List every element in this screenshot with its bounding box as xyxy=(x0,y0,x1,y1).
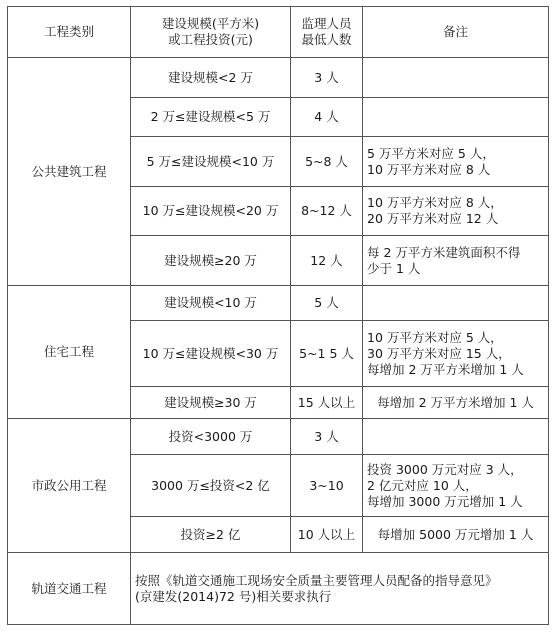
staff-cell: 3 人 xyxy=(291,419,363,455)
note-cell: 每 2 万平方米建筑面积不得 少于 1 人 xyxy=(363,236,549,286)
note-cell xyxy=(363,98,549,137)
note-cell xyxy=(363,58,549,98)
header-note: 备注 xyxy=(363,7,549,58)
staff-cell: 5 人 xyxy=(291,286,363,321)
scale-cell: 3000 万≤投资<2 亿 xyxy=(131,455,291,517)
header-scale: 建设规模(平方米) 或工程投资(元) xyxy=(131,7,291,58)
header-category: 工程类别 xyxy=(8,7,131,58)
note-cell: 投资 3000 万元对应 3 人， 2 亿元对应 10 人， 每增加 3000 万元增加 1 人 xyxy=(363,455,549,517)
header-staff: 监理人员 最低人数 xyxy=(291,7,363,58)
scale-cell: 10 万≤建设规模<20 万 xyxy=(131,187,291,236)
staff-cell: 4 人 xyxy=(291,98,363,137)
table-row xyxy=(8,553,549,625)
scale-cell: 建设规模<2 万 xyxy=(131,58,291,98)
category-cell: 住宅工程 xyxy=(8,286,131,419)
note-cell: 5 万平方米对应 5 人， 10 万平方米对应 8 人 xyxy=(363,137,549,187)
scale-cell: 投资<3000 万 xyxy=(131,419,291,455)
rail-requirement-cell: 按照《轨道交通施工现场安全质量主要管理人员配备的指导意见》 (京建发(2014)72 号)相关要求执行 xyxy=(131,553,549,625)
scale-cell: 投资≥2 亿 xyxy=(131,517,291,553)
note-cell: 10 万平方米对应 8 人， 20 万平方米对应 12 人 xyxy=(363,187,549,236)
note-cell xyxy=(363,286,549,321)
scale-cell: 建设规模<10 万 xyxy=(131,286,291,321)
scale-cell: 10 万≤建设规模<30 万 xyxy=(131,321,291,387)
category-cell: 轨道交通工程 xyxy=(8,553,131,625)
note-cell: 每增加 2 万平方米增加 1 人 xyxy=(363,387,549,419)
staff-cell: 3~10 xyxy=(291,455,363,517)
table-row xyxy=(8,58,549,98)
table-row xyxy=(8,286,549,321)
staff-cell: 10 人以上 xyxy=(291,517,363,553)
note-cell: 每增加 5000 万元增加 1 人 xyxy=(363,517,549,553)
staff-cell: 8~12 人 xyxy=(291,187,363,236)
staff-cell: 15 人以上 xyxy=(291,387,363,419)
staff-cell: 5~8 人 xyxy=(291,137,363,187)
note-cell: 10 万平方米对应 5 人， 30 万平方米对应 15 人， 每增加 2 万平方米增加 1 人 xyxy=(363,321,549,387)
scale-cell: 建设规模≥30 万 xyxy=(131,387,291,419)
category-cell: 市政公用工程 xyxy=(8,419,131,553)
table-row xyxy=(8,419,549,455)
category-cell: 公共建筑工程 xyxy=(8,58,131,286)
staff-cell: 3 人 xyxy=(291,58,363,98)
header-row xyxy=(8,7,549,58)
scale-cell: 建设规模≥20 万 xyxy=(131,236,291,286)
supervision-staff-table xyxy=(7,6,549,625)
scale-cell: 2 万≤建设规模<5 万 xyxy=(131,98,291,137)
scale-cell: 5 万≤建设规模<10 万 xyxy=(131,137,291,187)
note-cell xyxy=(363,419,549,455)
staff-cell: 12 人 xyxy=(291,236,363,286)
staff-cell: 5~1 5 人 xyxy=(291,321,363,387)
